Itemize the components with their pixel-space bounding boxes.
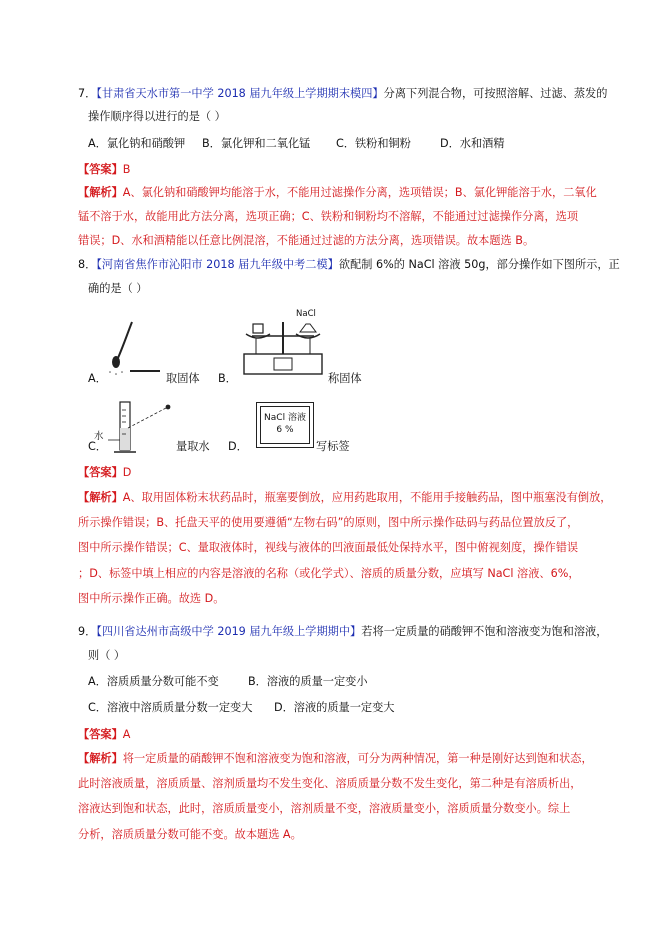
q7-analysis-line-1 <box>78 186 608 200</box>
q8-stem <box>78 258 620 272</box>
q7-option-a: A．氯化钠和硝酸钾 <box>88 137 186 150</box>
q8-analysis-line-3: 图中所示操作错误；C、量取液体时，视线与液体的凹液面最低处保持水平，图中俯视刻度，操作错误 <box>78 541 579 554</box>
q8-analysis-tag: 【解析】 <box>78 491 123 504</box>
q9-analysis-line-4: 分析，溶质质量分数可能不变。故本题选 A。 <box>78 828 302 841</box>
q9-analysis-line-3: 溶液达到饱和状态，此时，溶质质量变小，溶剂质量不变，溶液质量变小，溶质质量分数变小。综上 <box>78 802 571 815</box>
q8-analysis-text: A、取用固体粉末状药品时，瓶塞要倒放，应用药匙取用，不能用手接触药品，图中瓶塞没有倒放， <box>122 491 612 504</box>
q7-analysis-text: A、氯化钠和硝酸钾均能溶于水，不能用过滤操作分离，选项错误；B、氯化钾能溶于水，二氧化 <box>122 186 597 199</box>
q8-analysis-line-1 <box>78 491 612 505</box>
fig-c-cylinder-illustration <box>108 400 174 456</box>
fig-d-label-card <box>256 402 314 448</box>
q7-stem-text: 分离下列混合物，可按照溶解、过滤、蒸发的 <box>383 87 608 100</box>
q8-answer-value: D <box>122 466 132 479</box>
q8-answer-tag: 【答案】 <box>78 466 123 479</box>
q9-option-b: B．溶液的质量一定变小 <box>248 675 368 688</box>
fig-a-caption: 取固体 <box>166 372 200 385</box>
q7-analysis-line-2: 锰不溶于水，故能用此方法分离，选项正确；C、铁粉和铜粉均不溶解，不能通过过滤操作分离，选项 <box>78 210 579 223</box>
q7-stem <box>78 87 608 101</box>
q7-source: 【甘肃省天水市第一中学 2018 届九年级上学期期末模四】 <box>96 87 384 100</box>
q9-answer-value: A <box>122 728 131 741</box>
q9-answer-tag: 【答案】 <box>78 728 123 741</box>
q9-source: 【四川省达州市高级中学 2019 届九年级上学期期中】 <box>96 625 362 638</box>
fig-b-label: B． <box>218 372 237 385</box>
q7-number: 7． <box>78 87 97 100</box>
q9-option-c: C．溶液中溶质质量分数一定变大 <box>88 701 253 714</box>
fig-c-label: C． <box>88 440 107 453</box>
q9-stem <box>78 625 608 639</box>
fig-d-text-2: 6 % <box>276 425 294 435</box>
q9-analysis-text: 将一定质量的硝酸钾不饱和溶液变为饱和溶液，可分为两种情况，第一种是刚好达到饱和状态， <box>122 752 593 765</box>
q7-answer-value: B <box>122 163 131 176</box>
q9-option-a: A．溶质质量分数可能不变 <box>88 675 219 688</box>
q8-analysis-line-5: 图中所示操作正确。故选 D。 <box>78 592 225 605</box>
q8-number: 8． <box>78 258 97 271</box>
fig-b-nacl-label: NaCl <box>296 309 316 319</box>
fig-d-label: D． <box>228 440 248 453</box>
q8-stem-line2: 确的是（ ） <box>88 282 148 295</box>
q9-number: 9． <box>78 625 97 638</box>
fig-d-caption: 写标签 <box>316 440 350 453</box>
q8-analysis-line-4: ；D、标签中填上相应的内容是溶液的名称（或化学式）、溶质的质量分数，应填写 NaCl 溶液、6%， <box>78 567 580 580</box>
fig-c-water-label: 水 <box>94 431 104 442</box>
q9-options-row-1 <box>88 675 618 689</box>
q8-source: 【河南省焦作市沁阳市 2018 届九年级中考二模】 <box>96 258 339 271</box>
q9-options-row-2 <box>88 701 618 715</box>
q7-stem-line2: 操作顺序得以进行的是（ ） <box>88 110 226 123</box>
q7-options <box>88 137 618 151</box>
q9-option-d: D．溶液的质量一定变大 <box>274 701 395 714</box>
q9-analysis-line-2: 此时溶液质量，溶质质量、溶剂质量均不发生变化、溶质质量分数不发生变化，第二种是有溶质析出， <box>78 777 582 790</box>
fig-a-spoon-illustration <box>104 318 164 378</box>
fig-c-caption: 量取水 <box>176 440 210 453</box>
q9-stem-line2: 则（ ） <box>88 649 126 662</box>
q7-option-b: B．氯化钾和二氧化锰 <box>202 137 311 150</box>
q7-answer <box>78 163 608 177</box>
q9-analysis-line-1 <box>78 752 608 766</box>
q7-option-d: D．水和酒精 <box>440 137 505 150</box>
q7-answer-tag: 【答案】 <box>78 163 123 176</box>
q9-analysis-tag: 【解析】 <box>78 752 123 765</box>
q8-answer <box>78 466 608 480</box>
q9-stem-text: 若将一定质量的硝酸钾不饱和溶液变为饱和溶液， <box>361 625 608 638</box>
q7-analysis-line-3: 错误；D、水和酒精能以任意比例混溶，不能通过过滤的方法分离，选项错误。故本题选 B。 <box>78 234 535 247</box>
q9-answer <box>78 728 608 742</box>
fig-b-caption: 称固体 <box>328 372 362 385</box>
fig-d-text-1: NaCl 溶液 <box>264 413 306 423</box>
q8-analysis-line-2: 所示操作错误；B、托盘天平的使用要遵循“左物右码”的原则，图中所示操作砝码与药品位置放反了， <box>78 516 579 529</box>
q8-stem-text: 欲配制 6%的 NaCl 溶液 50g，部分操作如下图所示，正 <box>338 258 620 271</box>
fig-a-label: A． <box>88 372 107 385</box>
q7-analysis-tag: 【解析】 <box>78 186 123 199</box>
q7-option-c: C．铁粉和铜粉 <box>336 137 411 150</box>
